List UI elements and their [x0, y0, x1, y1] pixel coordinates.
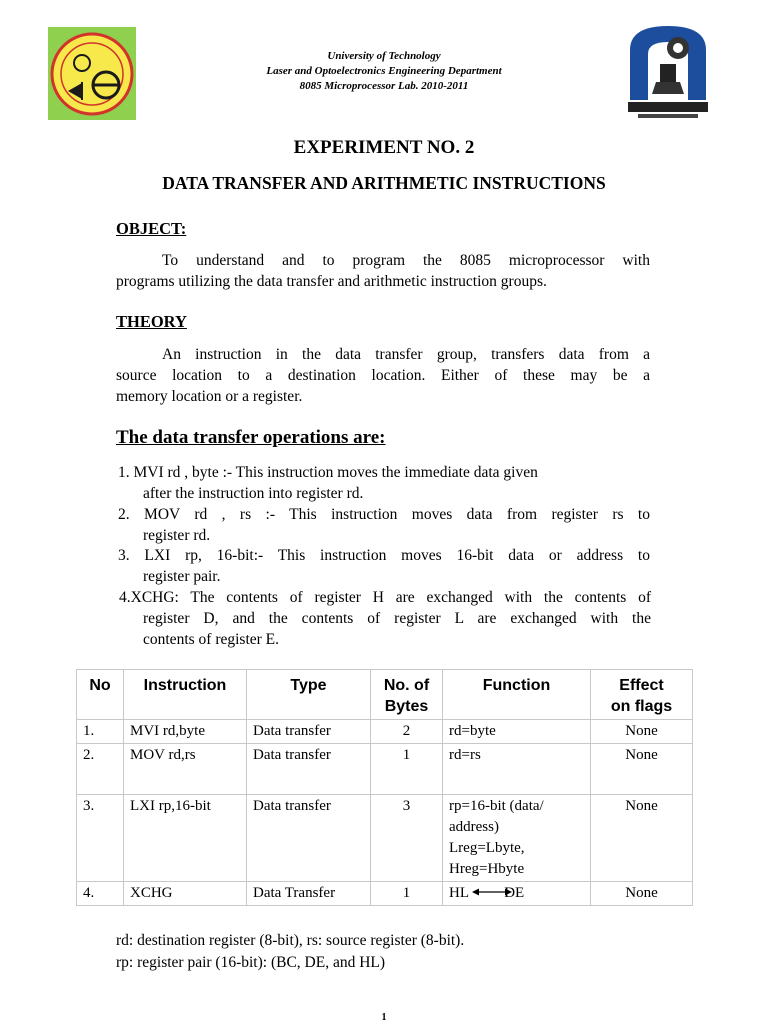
operation-item-line: 1. MVI rd , byte :- This instruction moves the immediate data given — [118, 464, 538, 481]
experiment-subtitle: DATA TRANSFER AND ARITHMETIC INSTRUCTIONS — [162, 173, 606, 193]
operation-item-line: register rd. — [143, 527, 211, 544]
cell-type: Data transfer — [247, 795, 371, 882]
table-row — [77, 744, 693, 795]
theory-heading: THEORY — [116, 312, 187, 331]
object-heading: OBJECT: — [116, 219, 187, 238]
cell-function: rp=16-bit (data/ address) Lreg=Lbyte, Hreg=Hbyte — [443, 795, 591, 882]
university-name: University of Technology — [327, 50, 441, 62]
theory-line: source location to a destination location. Either of these may be a — [116, 367, 650, 384]
object-line: To understand and to program the 8085 microprocessor with — [162, 252, 650, 269]
cell-instruction: LXI rp,16-bit — [124, 795, 247, 882]
header-function: Function — [443, 670, 591, 720]
department-logo-icon — [48, 27, 136, 120]
operation-item-line: contents of register E. — [143, 631, 280, 648]
cell-no: 1. — [77, 720, 124, 744]
cell-bytes: 3 — [371, 795, 443, 882]
cell-no: 3. — [77, 795, 124, 882]
page-number: 1 — [381, 1012, 387, 1023]
theory-paragraph — [116, 344, 650, 407]
cell-no: 4. — [77, 882, 124, 906]
operation-item-line: register pair. — [143, 568, 221, 585]
cell-instruction: MVI rd,byte — [124, 720, 247, 744]
header-no: No — [77, 670, 124, 720]
cell-flags: None — [591, 744, 693, 795]
table-header-row — [77, 670, 693, 720]
cell-flags: None — [591, 720, 693, 744]
operation-item-line: after the instruction into register rd. — [143, 485, 364, 502]
experiment-title: EXPERIMENT NO. 2 — [293, 137, 475, 158]
department-name: Laser and Optoelectronics Engineering Department — [266, 65, 502, 77]
operation-item-line: 3. LXI rp, 16-bit:- This instruction moves 16-bit data or address to — [118, 547, 650, 564]
table-row — [77, 795, 693, 882]
university-logo-icon — [622, 22, 714, 122]
header-type: Type — [247, 670, 371, 720]
cell-bytes: 1 — [371, 744, 443, 795]
header-instruction: Instruction — [124, 670, 247, 720]
theory-line: memory location or a register. — [116, 388, 303, 405]
instruction-table — [76, 669, 693, 906]
cell-bytes: 2 — [371, 720, 443, 744]
lab-name: 8085 Microprocessor Lab. 2010-2011 — [299, 80, 469, 92]
cell-function: rd=byte — [443, 720, 591, 744]
cell-instruction: XCHG — [124, 882, 247, 906]
cell-flags: None — [591, 882, 693, 906]
header-bytes: No. of Bytes — [371, 670, 443, 720]
operation-item-line: register D, and the contents of register L are exchanged with the — [143, 610, 651, 627]
object-paragraph — [116, 250, 650, 292]
cell-function: HL DE — [443, 882, 591, 906]
header-flags: Effect on flags — [591, 670, 693, 720]
cell-function: rd=rs — [443, 744, 591, 795]
cell-type: Data transfer — [247, 720, 371, 744]
note-register-pair: rp: register pair (16-bit): (BC, DE, and HL) — [116, 954, 386, 971]
note-registers: rd: destination register (8-bit), rs: source register (8-bit). — [116, 932, 465, 949]
cell-type: Data Transfer — [247, 882, 371, 906]
theory-line: An instruction in the data transfer group, transfers data from a — [162, 346, 650, 363]
cell-no: 2. — [77, 744, 124, 795]
operation-item-line: 4.XCHG: The contents of register H are exchanged with the contents of — [119, 589, 651, 606]
table-row — [77, 720, 693, 744]
operations-heading: The data transfer operations are: — [116, 427, 386, 448]
cell-instruction: MOV rd,rs — [124, 744, 247, 795]
cell-flags: None — [591, 795, 693, 882]
cell-type: Data transfer — [247, 744, 371, 795]
operation-item-line: 2. MOV rd , rs :- This instruction moves data from register rs to — [118, 506, 650, 523]
object-line: programs utilizing the data transfer and arithmetic instruction groups. — [116, 273, 547, 290]
cell-bytes: 1 — [371, 882, 443, 906]
table-row — [77, 882, 693, 906]
